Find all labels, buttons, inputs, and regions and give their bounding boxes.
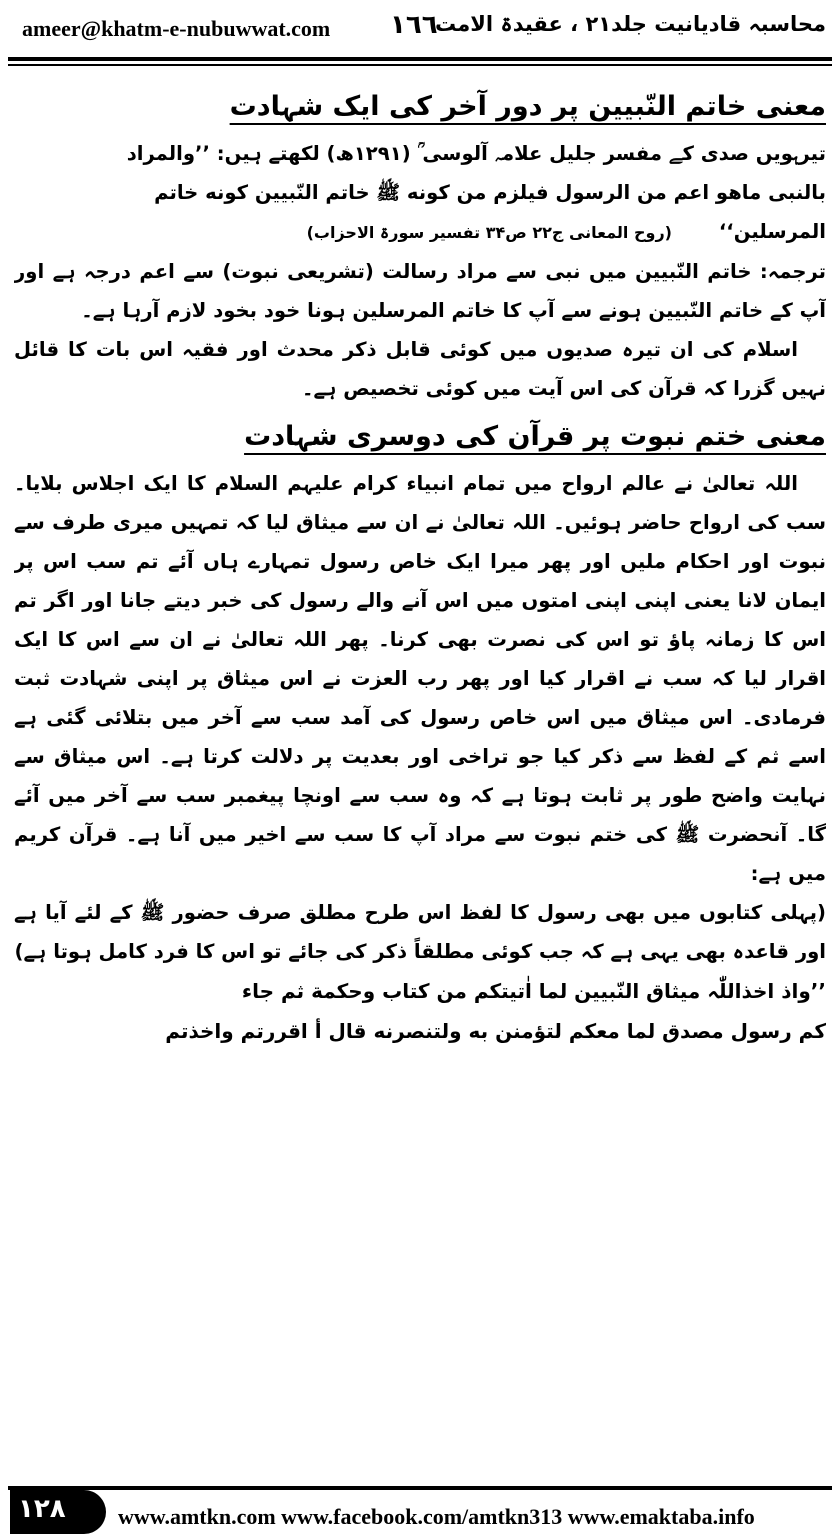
footer-rule <box>8 1486 832 1490</box>
header-rule-thin <box>8 64 832 66</box>
quran-line-1: ’’واذ اخذاللّٰہ میثاق النّبیین لما اٰتیتکم من کتاب وحکمة ثم جاء <box>241 979 826 1003</box>
quote-line-2: بالنبی ماھو اعم من الرسول فیلزم من کونه ﷺ خاتم النّبیین کونه خاتم <box>154 181 826 204</box>
section-heading-2: معنی ختم نبوت پر قرآن کی دوسری شہادت <box>244 421 826 452</box>
header-email: ameer@khatm-e-nubuwwat.com <box>22 16 331 41</box>
paragraph-islam-centuries: اسلام کی ان تیرہ صدیوں میں کوئی قابل ذکر محدث اور فقیہ اس بات کا قائل نہیں گزرا کہ قرآن کی اس آیت میں کوئی تخصیص ہے۔ <box>14 338 826 400</box>
citation: (روح المعانی ج۲۲ ص۳۴ تفسیر سورۃ الاحزاب) <box>306 223 672 242</box>
page-header <box>0 0 840 64</box>
paragraph-mithaq: اللہ تعالیٰ نے عالم ارواح میں تمام انبیاء کرام علیہم السلام کا ایک اجلاس بلایا۔ سب کی ارواح حاضر ہوئیں۔ اللہ تعالیٰ نے ان سے میثاق لیا کہ تمہیں میری طرف سے نبوت اور احکام ملیں اور پھر میرا ایک خاص رسول تمہارے ہاں آئے تم سب اس پر ایمان لانا یعنی اپنی اپنی امتوں میں اس آنے والے رسول کی خبر دیتے جانا اور اگر تم اس کا زمانہ پاؤ تو اس کی نصرت بھی کرنا۔ پھر اللہ تعالیٰ نے ان سے اس کا ایک اقرار لیا کہ سب نے اقرار کیا اور پھر رب العزت نے اس میثاق پر اپنی شہادت ثبت فرمادی۔ اس میثاق میں اس خاص رسول کی آمد سب سے آخر میں بتلائی گئی ہے اسے ثم کے لفظ سے ذکر کیا جو تراخی اور بعدیت پر دلالت کرتا ہے۔ اس میثاق سے نہایت واضح طور پر ثابت ہوتا ہے کہ وہ سب سے اونچا پیغمبر سب سے آخر میں آئے گا۔ آنحضرت ﷺ کی ختم نبوت سے مراد آپ کا سب سے اخیر میں آنا ہے۔ قرآن کریم میں ہے: <box>14 472 826 885</box>
header-rule-thick <box>8 57 832 61</box>
footer-links: www.amtkn.com www.facebook.com/amtkn313 www.emaktaba.info <box>118 1504 755 1529</box>
page-body <box>14 78 826 1473</box>
quote-line-3: المرسلین‘‘ <box>718 220 826 243</box>
page-footer <box>0 1478 840 1540</box>
quran-line-2: کم رسول مصدق لما معکم لتؤمنن به ولتنصرنه قال أ اقررتم واخذتم <box>165 1019 826 1043</box>
paragraph-translation: ترجمہ: خاتم النّبیین میں نبی سے مراد رسالت (تشریعی نبوت) سے اعم درجہ ہے اور آپ کے خاتم النّبیین ہونے سے آپ کا خاتم المرسلین ہونا خود بخود لازم آرہا ہے۔ <box>14 260 826 322</box>
quote-end-line <box>14 212 826 252</box>
footer-page-number: ۱۲۸ <box>18 1494 66 1524</box>
header-title: محاسبہ قادیانیت جلد۲۱ ، عقیدۃ الامت <box>435 12 826 36</box>
quran-verse <box>14 971 826 1051</box>
paragraph-alusi-quote <box>14 134 826 212</box>
header-page-number: ١٦٦ <box>390 10 438 40</box>
quote-line-1: تیرہویں صدی کے مفسر جلیل علامہ آلوسی ؒ (۱۲۹۱ھ) لکھتے ہیں: ’’والمراد <box>126 142 826 165</box>
section-heading-1: معنی خاتم النّبیین پر دور آخر کی ایک شہادت <box>229 91 826 122</box>
paragraph-parenthetical-note: (پہلی کتابوں میں بھی رسول کا لفظ اس طرح مطلق صرف حضور ﷺ کے لئے آیا ہے اور قاعدہ بھی یہی ہے کہ جب کوئی مطلقاً ذکر کی جائے تو اس کا فرد کامل ہوتا ہے) <box>14 901 826 963</box>
